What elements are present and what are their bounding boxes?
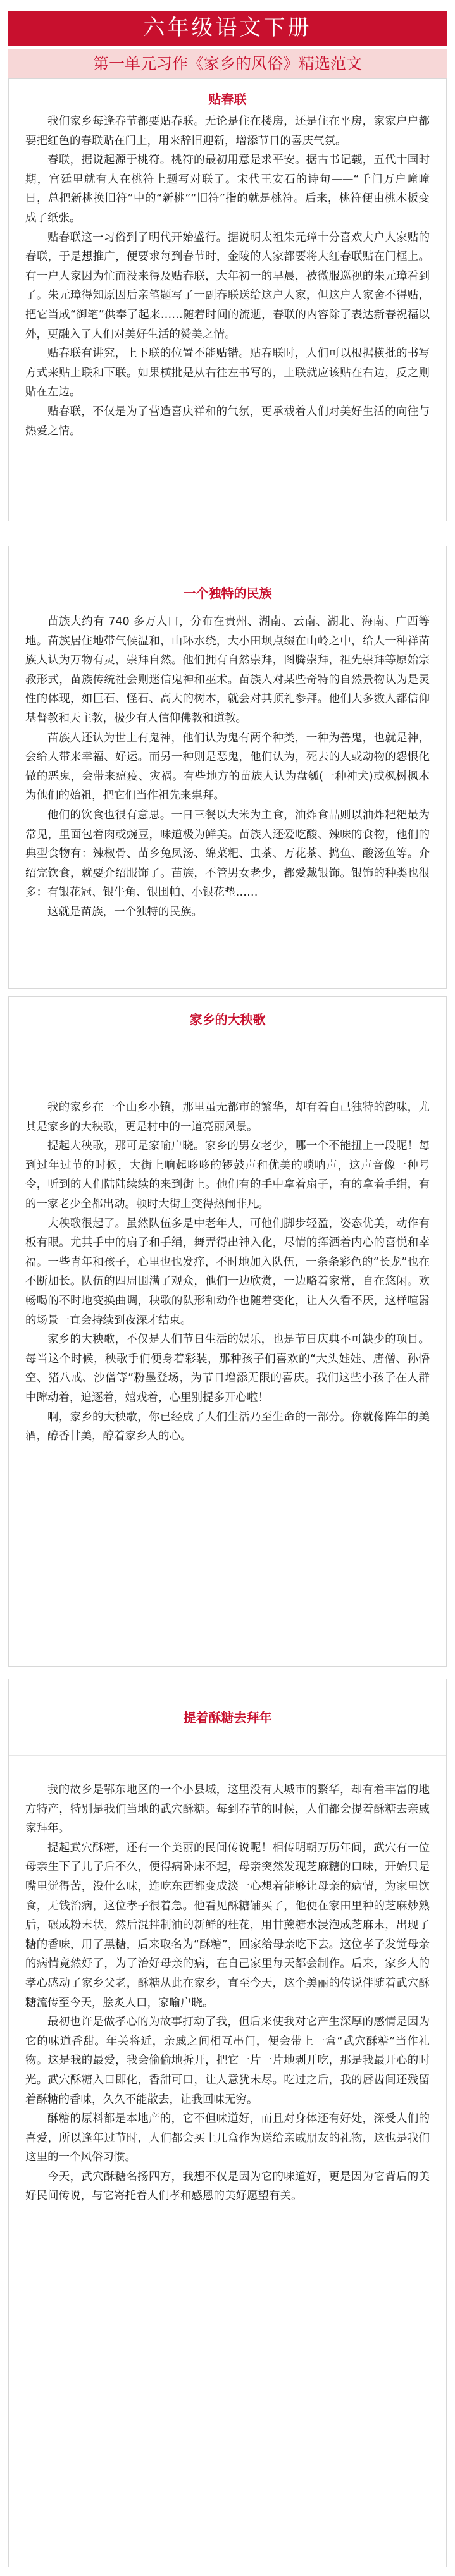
essay-card [8, 1679, 447, 2567]
essay-card [8, 78, 447, 521]
paragraph: 大秧歌很起了。虽然队伍多是中老年人，可他们脚步轻盈，姿态优美，动作有板有眼。尤其手中的扇子和手绢，舞弄得出神入化，尽情的挥洒着内心的喜悦和幸福。一些青年和孩子，心里也也发痒，不时地加入队伍，一条条彩色的“长龙”也在不断加长。队伍的四周围满了观众，他们一边欣赏，一边略着家常，自在悠闲。欢畅喝的不时地变换曲调，秧歌的队形和动作也随着变化，让人久看不厌，这样喧嚣的场景一直会持续到夜深才结束。 [25, 1217, 430, 1327]
essay-body [25, 112, 430, 441]
paragraph: 我们家乡每逢春节都要贴春联。无论是住在楼房，还是住在平房，家家户户都要把红色的春联贴在门上，用来辞旧迎新，增添节日的喜庆气氛。 [25, 115, 430, 147]
paragraph: 我的家乡在一个山乡小镇，那里虽无都市的繁华，却有着自己独特的韵味，尤其是家乡的大秧歌，更是村中的一道亮丽风景。 [25, 1101, 430, 1133]
essay-card [8, 996, 447, 1667]
paragraph: 酥糖的原料都是本地产的，它不但味道好，而且对身体还有好处，深受人们的喜爱，所以逢年过节时，人们都会买上几盒作为送给亲戚朋友的礼物，这也是我们这里的一个风俗习惯。 [25, 2112, 430, 2164]
essay-body [25, 612, 430, 922]
paragraph: 贴春联，不仅是为了营造喜庆祥和的气氛，更承载着人们对美好生活的向往与热爱之情。 [25, 405, 430, 438]
essay-title: 提着酥糖去拜年 [183, 1710, 272, 1725]
paragraph: 他们的饮食也很有意思。一日三餐以大米为主食，油炸食品则以油炸粑粑最为常见，里面包着肉或豌豆，味道极为鲜美。苗族人还爱吃酸、辣味的食物，他们的典型食物有：辣椒骨、苗乡兔凤汤、绵菜粑、虫茶、万花茶、捣鱼、酸汤鱼等。介绍完饮食，就要介绍服饰了。苗族，不管男女老少，都爱戴银饰。银饰的种类也很多：有银花冠、银牛角、银围帕、小银花垫…… [25, 808, 430, 899]
essay-card [8, 546, 447, 989]
essay-body [25, 1780, 430, 2206]
paragraph: 今天，武穴酥糖名扬四方，我想不仅是因为它的味道好，更是因为它背后的美好民间传说，与它寄托着人们孝和感恩的美好愿望有关。 [25, 2170, 430, 2203]
paragraph: 我的故乡是鄂东地区的一个小县城，这里没有大城市的繁华，却有着丰富的地方特产，特别是我们当地的武穴酥糖。每到春节的时候，人们都会提着酥糖去亲戚家拜年。 [25, 1784, 430, 1835]
divider [9, 1755, 446, 1756]
essay-title: 一个独特的民族 [183, 586, 272, 601]
paragraph: 啊，家乡的大秧歌，你已经成了人们生活乃至生命的一部分。你就像阵年的美酒，醇香甘美，醇着家乡人的心。 [25, 1410, 430, 1443]
paragraph: 苗族人还认为世上有鬼神，他们认为鬼有两个种类，一种为善鬼，也就是神，会给人带来幸福、好运。而另一种则是恶鬼，他们认为，死去的人或动物的怨恨化做的恶鬼，会带来瘟疫、灾祸。有些地方的苗族人认为盘瓠(一种神犬)或枫树枫木为他们的始祖，把它们当作祖先来祟拜。 [25, 731, 430, 803]
paragraph: 贴春联这一习俗到了明代开始盛行。据说明太祖朱元璋十分喜欢大户人家贴的春联，于是想推广，便要求每到春节时，金陵的人家都要将大红春联贴在门框上。有一户人家因为忙而没来得及贴春联，大年初一的早晨，被微服巡视的朱元璋看到了。朱元璋得知原因后亲笔题写了一副春联送给这户人家，但这户人家舍不得贴，把它当成“御笔”供奉了起来……随着时间的流逝，春联的内容除了表达新春祝福以外，更融入了人们对美好生活的赞美之情。 [25, 231, 430, 341]
essay-title: 家乡的大秧歌 [189, 1012, 266, 1027]
paragraph: 苗族大约有 740 多万人口，分布在贵州、湖南、云南、湖北、海南、广西等地。苗族居住地带气候温和，山环水绕，大小田坝点缀在山岭之中，给人一种祥苗族人认为万物有灵，崇拜自然。他们拥有自然崇拜，图腾崇拜，祖先崇拜等原始宗教形式，苗族传统社会则迷信鬼神和巫术。苗族人对某些奇特的自然景物认为是灵性的体现，如巨石、怪石、高大的树木，就会对其顶礼参拜。他们大多数人都信仰基督教和天主教，极少有人信仰佛教和道教。 [25, 615, 430, 725]
paragraph: 提起大秧歌，那可是家喻户晓。家乡的男女老少，哪一个不能扭上一段呢！每到过年过节的时候，大街上响起哆哆的锣鼓声和优美的唢呐声，这声音像一种号令，听到的人们陆陆续续的来到街上。他们有的手中拿着扇子，有的拿着手绢，有的一家老少全都出动。顿时大街上变得热闹非凡。 [25, 1140, 430, 1211]
paragraph: 这就是苗族，一个独特的民族。 [47, 905, 203, 918]
page-banner: 六年级语文下册 [8, 11, 447, 46]
essay-title: 贴春联 [208, 92, 247, 107]
paragraph: 最初也许是做孝心的为故事打动了我，但后来使我对它产生深厚的感情是因为它的味道香甜。年关将近，亲戚之间相互串门，便会带上一盒“武穴酥糖”当作礼物。这是我的最爱，我会偷偷地拆开，把它一片一片地剥开吃，那是我最开心的时光。武穴酥糖入口即化，香甜可口，让人意犹未尽。吃过之后，我的唇齿间还残留着酥糖的香味，久久不能散去，让我回味无穷。 [25, 2016, 430, 2106]
page-subtitle: 第一单元习作《家乡的风俗》精选范文 [8, 49, 447, 78]
paragraph: 提起武穴酥糖，还有一个美丽的民间传说呢！相传明朝万历年间，武穴有一位母亲生下了儿子后不久，便得病卧床不起，母亲突然发现芝麻糖的口味，开始只是嘴里觉得苦，没什么味，连吃东西都变成淡一心想着能够让母亲的病情，为家里饮食，无钱治病，这位孝子很着急。他看见酥糖铺买了，他便在家田里种的芝麻炒熟后，碾成粉末状，然后混拌制油的新鲜的桂花，用甘蔗糖水浸泡成芝麻末，出现了糖的香味，用了黑糖，后来取名为“酥糖”，回家给母亲吃下去。这位孝子发觉母亲的病情竟然好了，为了治好母亲的病，在自己家里每天都会制作。后来，家乡人的孝心感动了家乡父老，酥糖从此在家乡，直至今天，这个美丽的传说伴随着武穴酥糖流传至今天，脍炙人口，家喻户晓。 [25, 1841, 430, 2009]
paragraph: 春联，据说起源于桃符。桃符的最初用意是求平安。据古书记载，五代十国时期，宫廷里就有人在桃符上题写对联了。宋代王安石的诗句——“千门万户曈曈日，总把新桃换旧符”中的“新桃”“旧符”指的就是桃符。后来，桃符便由桃木板变成了纸张。 [25, 154, 430, 225]
paragraph: 家乡的大秧歌，不仅是人们节日生活的娱乐，也是节日庆典不可缺少的项目。每当这个时候，秧歌手们便身着彩装，那种孩子们喜欢的“大头娃娃、唐僧、孙悟空、猪八戒、沙僧等”粉墨登场，为节日增添无限的喜庆。我们这些小孩子在人群中蹿动着，追逐着，嬉戏着，心里别提多开心啦！ [25, 1333, 430, 1404]
essay-body [25, 1098, 430, 1446]
paragraph: 贴春联有讲究，上下联的位置不能贴错。贴春联时，人们可以根据横批的书写方式来贴上联和下联。如果横批是从右往左书写的，上联就应该贴在右边，反之则贴在左边。 [25, 347, 430, 399]
